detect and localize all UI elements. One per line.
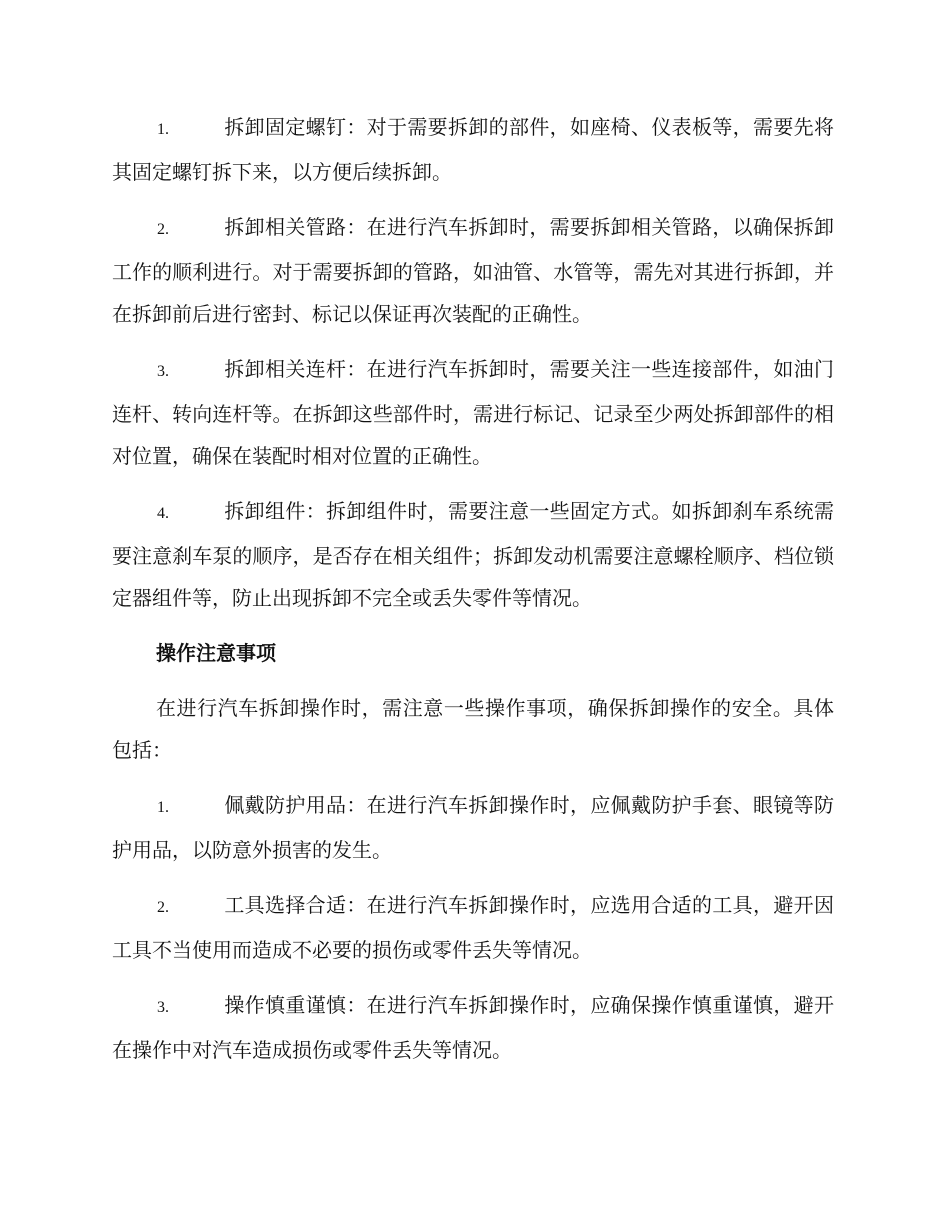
section-heading: 操作注意事项 [156,641,276,665]
list-item-text: 拆卸组件：拆卸组件时，需要注意一些固定方式。如拆卸刹车系统需要注意刹车泵的顺序，是否存在相关组件；拆卸发动机需要注意螺栓顺序、档位锁定器组件等，防止出现拆卸不完全或丢失零件等情况。 [112,499,834,610]
list-item [112,984,834,1071]
list-item-text: 拆卸相关管路：在进行汽车拆卸时，需要拆卸相关管路，以确保拆卸工作的顺利进行。对于需要拆卸的管路，如油管、水管等，需先对其进行拆卸，并在拆卸前后进行密封、标记以保证再次装配的正确性。 [112,215,834,326]
list-number: 1. [157,121,169,138]
list-item [112,784,834,871]
list-number: 4. [157,505,169,522]
list-number: 2. [157,221,169,238]
list-item-text: 操作慎重谨慎：在进行汽车拆卸操作时，应确保操作慎重谨慎，避开在操作中对汽车造成损伤或零件丢失等情况。 [112,993,834,1062]
list-item [112,206,834,335]
list-item [112,884,834,971]
list-item-text: 拆卸相关连杆：在进行汽车拆卸时，需要关注一些连接部件，如油门连杆、转向连杆等。在拆卸这些部件时，需进行标记、记录至少两处拆卸部件的相对位置，确保在装配时相对位置的正确性。 [112,357,834,468]
intro-paragraph: 在进行汽车拆卸操作时，需注意一些操作事项，确保拆卸操作的安全。具体包括： [112,696,834,762]
list-item [112,348,834,477]
list-number: 3. [157,999,169,1016]
list-number: 3. [157,363,169,380]
list-item-text: 佩戴防护用品：在进行汽车拆卸操作时，应佩戴防护手套、眼镜等防护用品，以防意外损害的发生。 [112,793,834,862]
list-item [112,490,834,619]
list-item-text: 工具选择合适：在进行汽车拆卸操作时，应选用合适的工具，避开因工具不当使用而造成不必要的损伤或零件丢失等情况。 [112,893,834,962]
list-item-text: 拆卸固定螺钉：对于需要拆卸的部件，如座椅、仪表板等，需要先将其固定螺钉拆下来，以方便后续拆卸。 [112,115,834,184]
list-item [112,106,834,193]
document-body [112,106,834,1084]
list-number: 1. [157,799,169,816]
list-number: 2. [157,899,169,916]
